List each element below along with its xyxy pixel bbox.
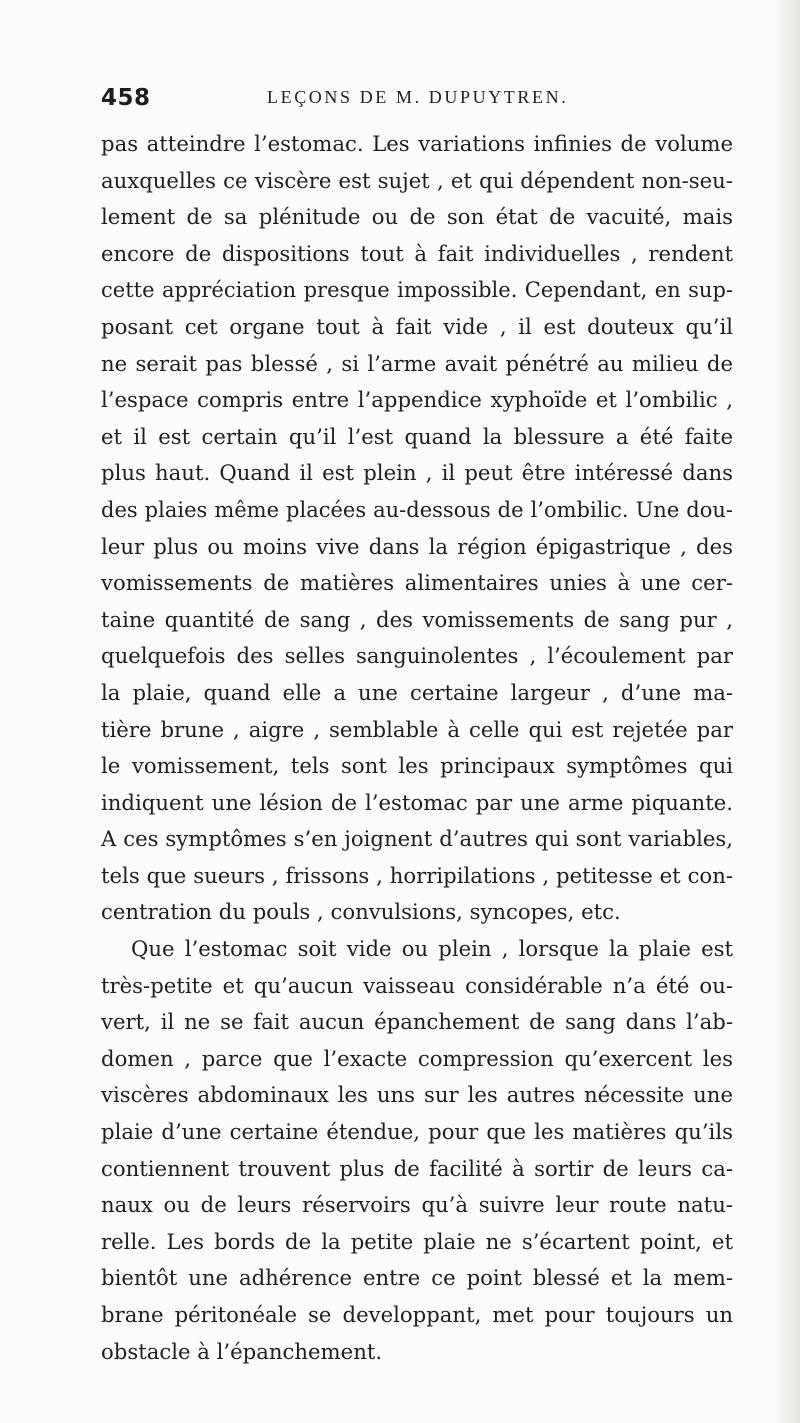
text-line: très-petite et qu’aucun vaisseau considérable n’a été ou- (101, 972, 733, 998)
text-line: bientôt une adhérence entre ce point blessé et la mem- (101, 1265, 733, 1291)
text-line: cette appréciation presque impossible. Cependant, en sup- (101, 278, 733, 303)
text-line: le vomissement, tels sont les principaux symptômes qui (101, 753, 733, 779)
text-line: taine quantité de sang , des vomissements de sang pur , (101, 606, 733, 632)
text-line: tière brune , aigre , semblable à celle qui est rejetée par (101, 716, 733, 742)
text-line: A ces symptômes s’en joignent d’autres qui sont variables, (101, 826, 733, 852)
text-line: plus haut. Quand il est plein , il peut être intéressé dans (101, 460, 733, 486)
text-line: quelquefois des selles sanguinolentes , l’écoulement par (101, 643, 733, 669)
text-line: lement de sa plénitude ou de son état de vacuité, mais (101, 204, 733, 230)
text-line: auxquelles ce viscère est sujet , et qui dépendent non-seu- (101, 167, 733, 193)
text-line: et il est certain qu’il l’est quand la blessure a été faite (101, 423, 733, 449)
text-line: leur plus ou moins vive dans la région épigastrique , des (101, 533, 733, 559)
text-line: Que l’estomac soit vide ou plein , lorsque la plaie est (131, 936, 733, 962)
text-line: obstacle à l’épanchement. (101, 1338, 383, 1364)
body-text (101, 126, 733, 1370)
text-line: vomissements de matières alimentaires unies à une cer- (101, 570, 733, 596)
text-line: contiennent trouvent plus de facilité à sortir de leurs ca- (101, 1155, 733, 1181)
text-line: des plaies même placées au-dessous de l’ombilic. Une dou- (101, 497, 733, 522)
text-line: naux ou de leurs réservoirs qu’à suivre leur route natu- (101, 1192, 733, 1218)
text-line: centration du pouls , convulsions, syncopes, etc. (101, 899, 621, 925)
text-line: brane péritonéale se developpant, met pour toujours un (101, 1302, 733, 1327)
text-line: viscères abdominaux les uns sur les autres nécessite une (101, 1082, 733, 1108)
text-line: tels que sueurs , frissons , horripilations , petitesse et con- (101, 862, 733, 888)
text-line: la plaie, quand elle a une certaine largeur , d’une ma- (101, 679, 733, 705)
running-head: LEÇONS DE M. DUPUYTREN. (267, 87, 569, 107)
text-line: domen , parce que l’exacte compression qu’exercent les (101, 1045, 733, 1071)
text-line: ne serait pas blessé , si l’arme avait pénétré au milieu de (101, 350, 733, 376)
text-line: plaie d’une certaine étendue, pour que les matières qu’ils (101, 1119, 733, 1145)
text-line: vert, il ne se fait aucun épanchement de sang dans l’ab- (101, 1009, 733, 1035)
text-line: encore de dispositions tout à fait individuelles , rendent (101, 240, 733, 266)
page-header (101, 85, 701, 115)
text-line: relle. Les bords de la petite plaie ne s’écartent point, et (101, 1228, 733, 1254)
page-number: 458 (101, 85, 151, 111)
text-line: pas atteindre l’estomac. Les variations infinies de volume (101, 131, 733, 156)
text-line: indiquent une lésion de l’estomac par une arme piquante. (101, 789, 733, 815)
text-line: l’espace compris entre l’appendice xyphoïde et l’ombilic , (101, 387, 733, 413)
page-edge-shadow (774, 0, 800, 1423)
text-line: posant cet organe tout à fait vide , il est douteux qu’il (101, 313, 733, 339)
